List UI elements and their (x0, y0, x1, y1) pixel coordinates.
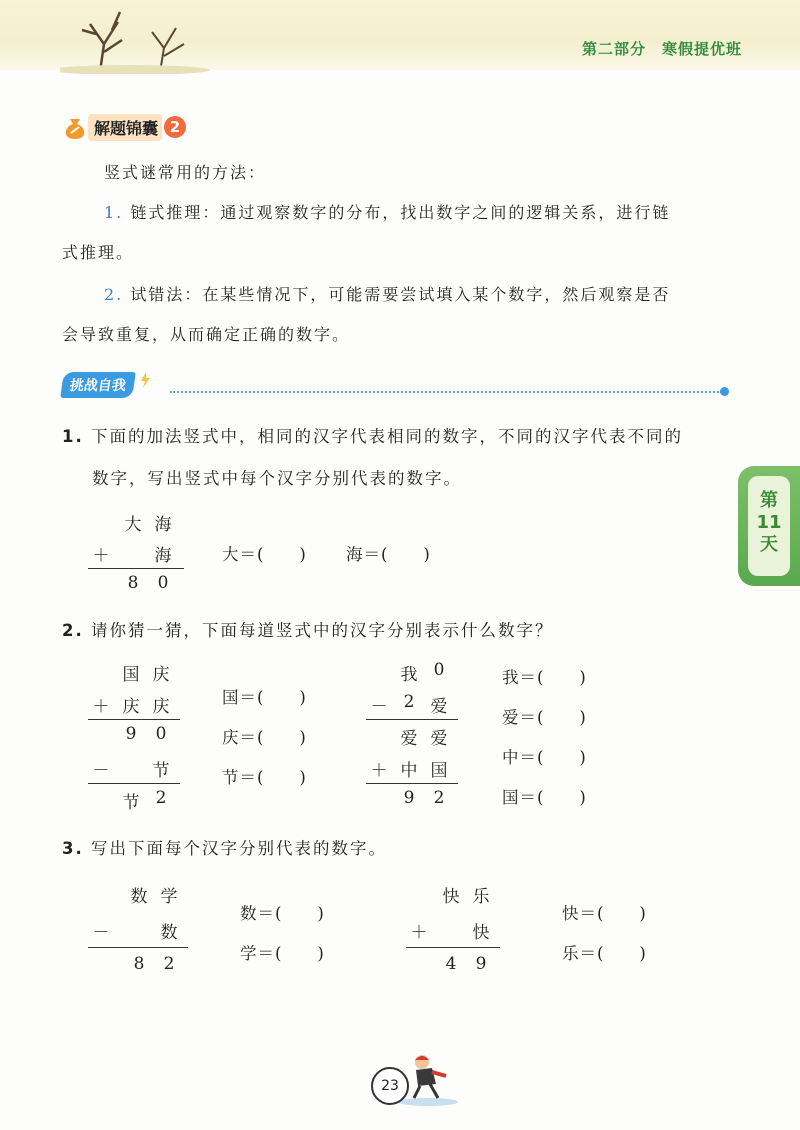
day-side-tab-label: 第 11 天 (756, 490, 782, 555)
q3-text: 3. 写出下面每个汉字分别代表的数字。 (62, 839, 387, 858)
q2b-r5-c1: 9 (403, 788, 415, 808)
lightning-icon (139, 372, 151, 388)
q2-text: 2. 请你猜一猜，下面每道竖式中的汉字分别表示什么数字？ (62, 621, 554, 640)
q1-number: 1. (62, 427, 84, 446)
q3b-r3-c1: 4 (445, 954, 457, 974)
q1-r2-c2: 海 (154, 546, 172, 566)
tip-item2-line2: 会导致重复，从而确定正确的数字。 (62, 325, 351, 344)
q2b-r3-c1: 爱 (400, 729, 418, 749)
q2b-r4-c2: 国 (430, 761, 448, 781)
q2b-answer-3[interactable]: 中＝( ) (502, 748, 587, 767)
q1-line1: 1. 下面的加法竖式中，相同的汉字代表相同的数字，不同的汉字代表不同的 (62, 427, 683, 446)
q2a-r5-c1: 节 (122, 793, 140, 813)
header-title: 第二部分 寒假提优班 (581, 40, 742, 58)
q3a-r2-c2: 数 (160, 923, 178, 943)
tip-item2-line1: 2. 试错法：在某些情况下，可能需要尝试填入某个数字，然后观察是否 (104, 285, 671, 304)
q3b-rule (406, 947, 500, 948)
tip-title: 解题锦囊 (88, 114, 162, 141)
bag-icon (62, 113, 88, 141)
q2b-r1-c1: 我 (400, 665, 418, 685)
q3a-r3-c2: 2 (163, 954, 175, 974)
q3b-r3-c2: 9 (475, 954, 487, 974)
q1-answer-1[interactable]: 大＝( ) (222, 545, 307, 564)
q3b-r2-c2: 快 (472, 923, 490, 943)
q1-r1-c1: 大 (124, 515, 142, 535)
q3a-answer-1[interactable]: 数＝( ) (240, 904, 325, 923)
winter-tree-icon (60, 4, 210, 74)
tip-item2-num: 2. (104, 285, 124, 304)
q3b-r1-c2: 乐 (472, 887, 490, 907)
q2b-answer-2[interactable]: 爱＝( ) (502, 708, 587, 727)
q2b-r5-c2: 2 (433, 788, 445, 808)
q3a-answer-2[interactable]: 学＝( ) (240, 944, 325, 963)
q1-r3-c2: 0 (157, 573, 169, 593)
challenge-header (62, 372, 151, 398)
q3b-operator: ＋ (410, 923, 428, 943)
tip-intro: 竖式谜常用的方法： (104, 163, 267, 182)
q2a-answer-3[interactable]: 节＝( ) (222, 768, 307, 787)
q1-answer-2[interactable]: 海＝( ) (346, 545, 431, 564)
tip-item1-line1: 1. 链式推理：通过观察数字的分布，找出数字之间的逻辑关系，进行链 (104, 203, 671, 222)
q2a-r4-c2: 节 (152, 761, 170, 781)
q2a-r3-c1: 9 (125, 724, 137, 744)
q2a-r2-c2: 庆 (152, 697, 170, 717)
q3a-r3-c1: 8 (133, 954, 145, 974)
q2a-answer-1[interactable]: 国＝( ) (222, 688, 307, 707)
q1-r1-c2: 海 (154, 515, 172, 535)
q2a-r1-c2: 庆 (152, 665, 170, 685)
q2b-r2-c2: 爱 (430, 697, 448, 717)
tip-item1-line2: 式推理。 (62, 243, 135, 262)
q2a-operator-2: － (92, 761, 110, 781)
q2a-r3-c2: 0 (155, 724, 167, 744)
q2b-rule-1 (366, 719, 458, 720)
q2b-r4-c1: 中 (400, 761, 418, 781)
q2b-answer-1[interactable]: 我＝( ) (502, 668, 587, 687)
q2a-r2-c1: 庆 (122, 697, 140, 717)
q2b-r1-c2: 0 (433, 660, 445, 680)
challenge-label: 挑战自我 (60, 372, 136, 398)
q3b-answer-1[interactable]: 快＝( ) (562, 904, 647, 923)
q2b-answer-4[interactable]: 国＝( ) (502, 788, 587, 807)
page-number: 23 (371, 1067, 409, 1105)
q2a-r5-c2: 2 (155, 788, 167, 808)
q2b-rule-2 (366, 783, 458, 784)
challenge-divider (170, 391, 722, 393)
q2a-operator-1: ＋ (92, 697, 110, 717)
q2-number: 2. (62, 621, 84, 640)
q3b-answer-2[interactable]: 乐＝( ) (562, 944, 647, 963)
q1-line2: 数字，写出竖式中每个汉字分别代表的数字。 (92, 469, 462, 488)
q2a-r1-c1: 国 (122, 665, 140, 685)
q1-operator: ＋ (92, 546, 110, 566)
tip-number: 2 (164, 116, 186, 138)
q1-r3-c1: 8 (127, 573, 139, 593)
q3-number: 3. (62, 839, 84, 858)
q2b-operator-1: － (370, 697, 388, 717)
tip-item1-num: 1. (104, 203, 124, 222)
q2b-r2-c1: 2 (403, 692, 415, 712)
q1-rule (88, 568, 184, 569)
q3a-operator: － (92, 923, 110, 943)
q2a-rule-1 (88, 719, 180, 720)
q3a-r1-c1: 数 (130, 887, 148, 907)
q3a-r1-c2: 学 (160, 887, 178, 907)
q2b-r3-c2: 爱 (430, 729, 448, 749)
q2a-rule-2 (88, 783, 180, 784)
challenge-divider-dot (720, 387, 729, 396)
q2b-operator-2: ＋ (370, 761, 388, 781)
q2a-answer-2[interactable]: 庆＝( ) (222, 728, 307, 747)
q3b-r1-c1: 快 (442, 887, 460, 907)
tip-badge (62, 112, 186, 142)
q3a-rule (88, 947, 188, 948)
